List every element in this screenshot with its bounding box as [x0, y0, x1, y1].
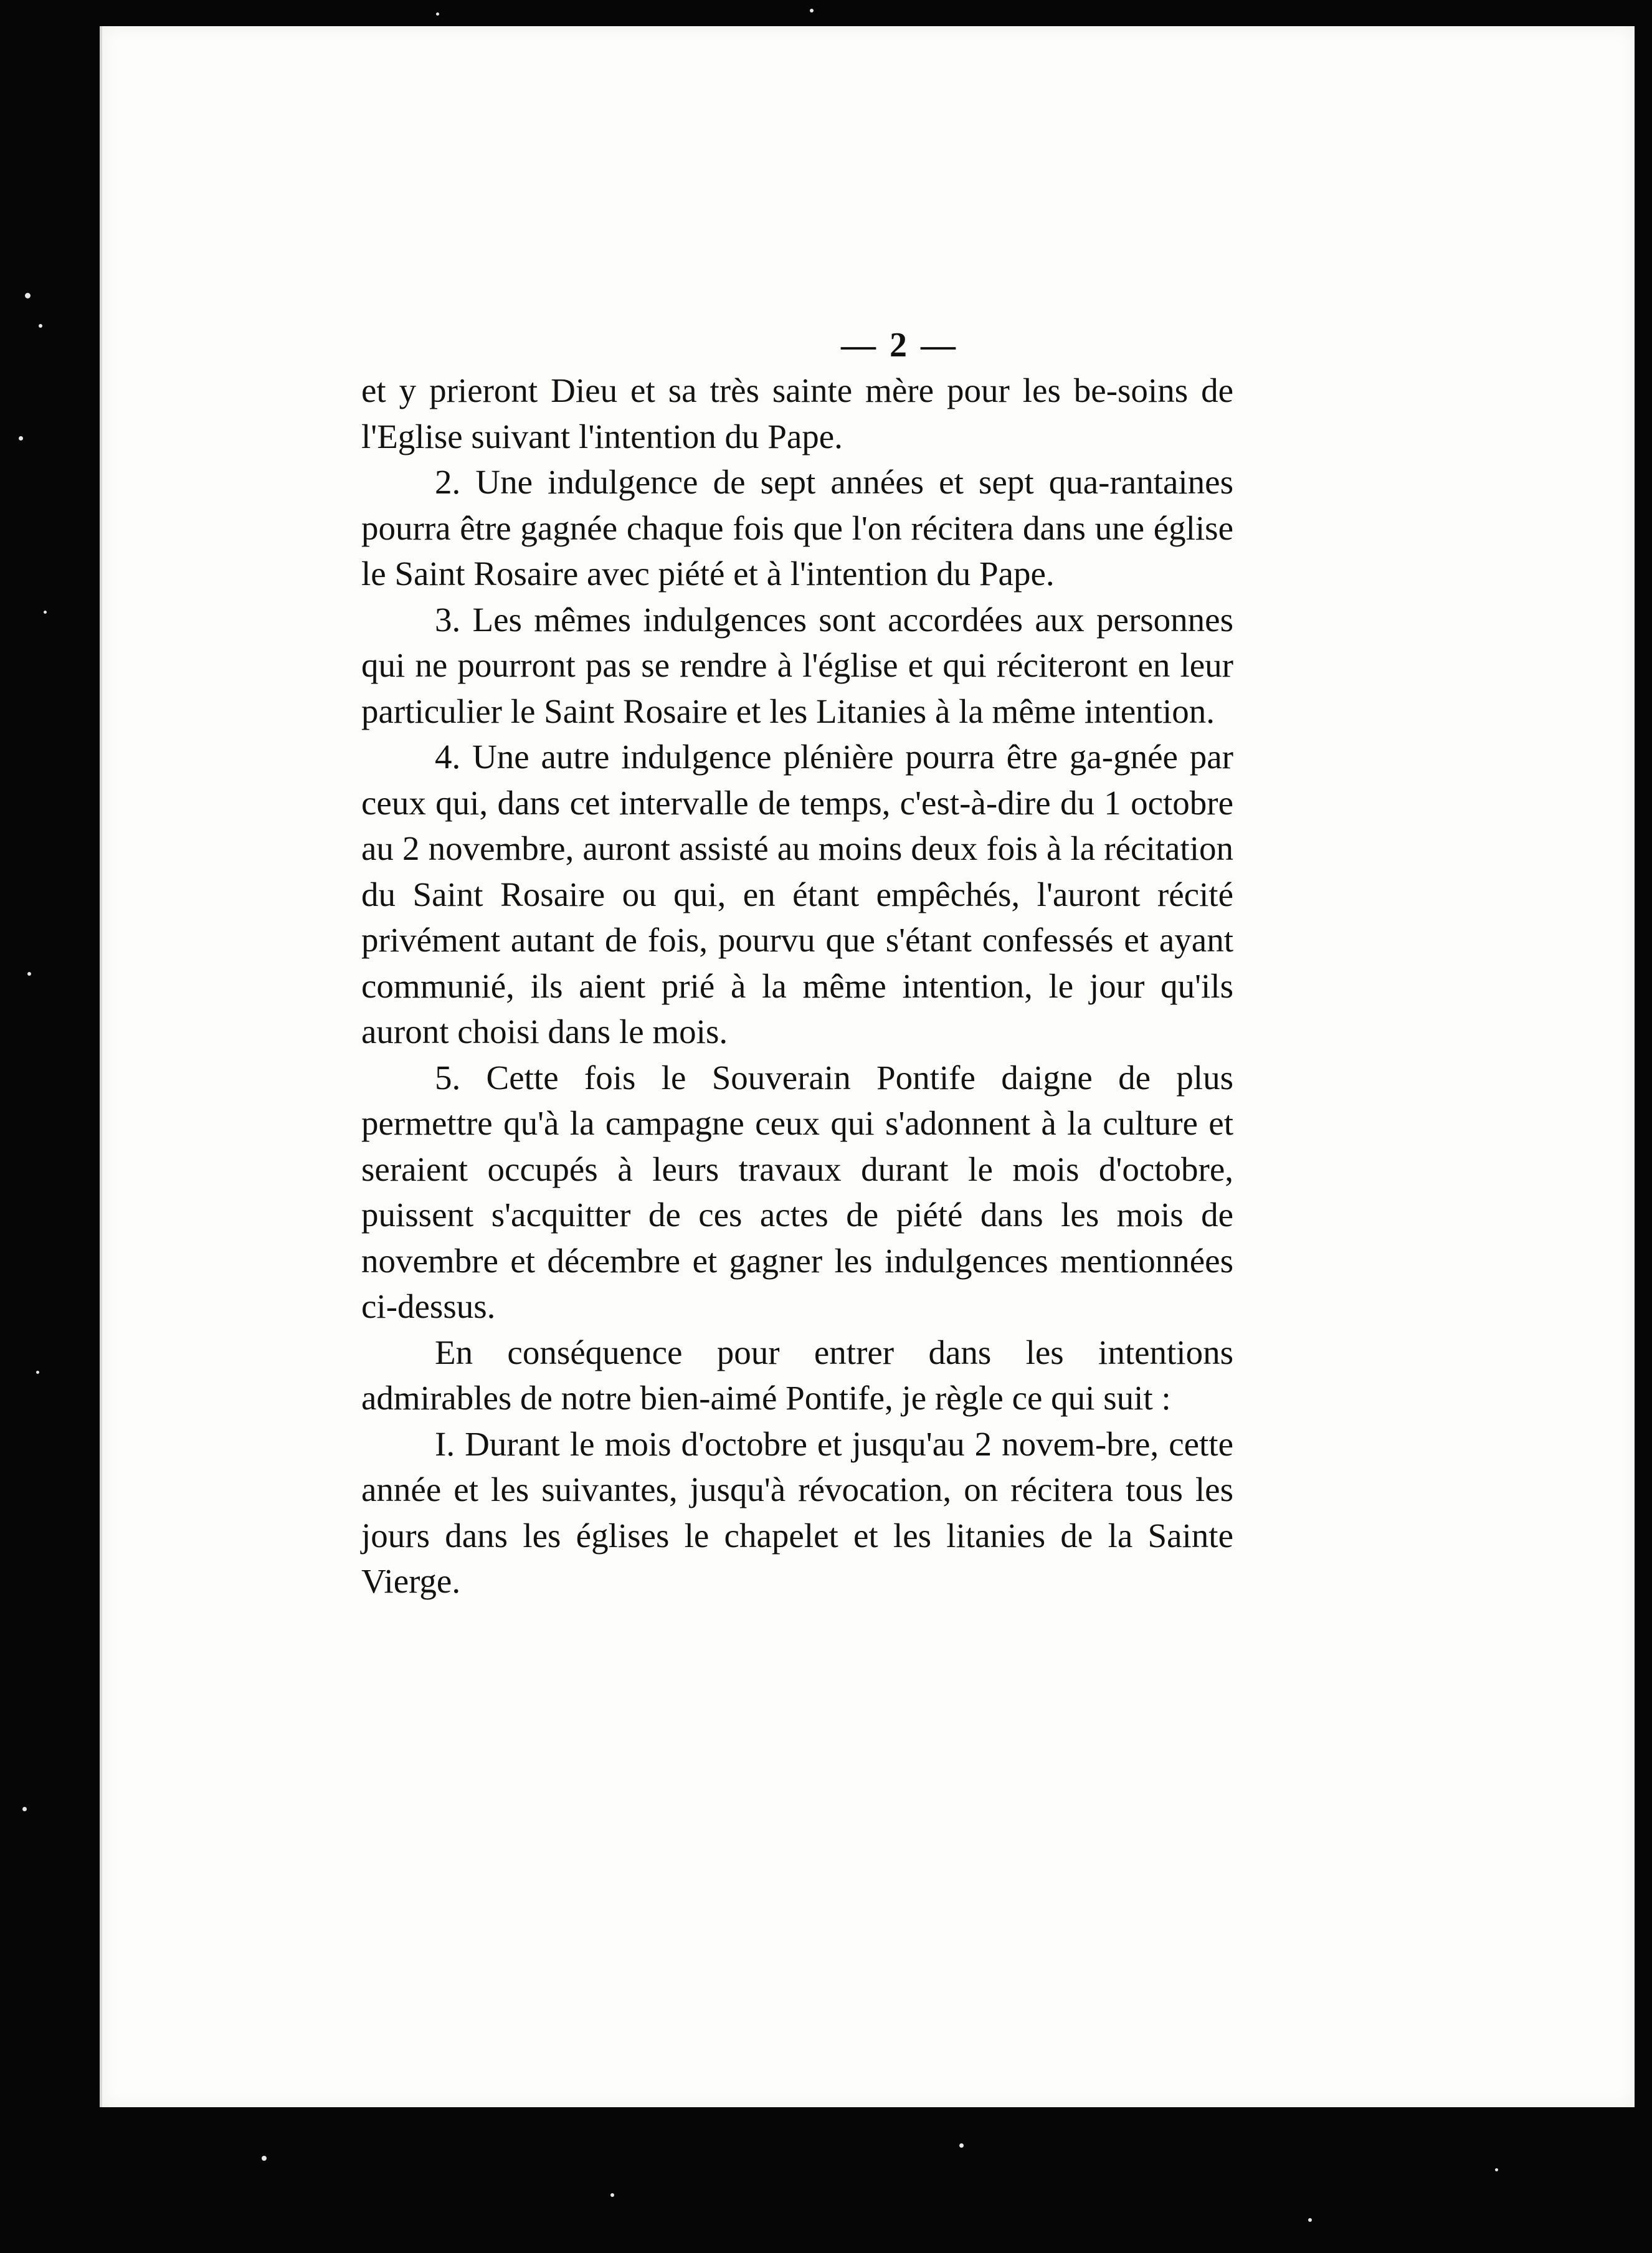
dust-speck: [27, 972, 31, 976]
dust-speck: [1308, 2218, 1312, 2222]
dust-speck: [1495, 2168, 1498, 2171]
paragraph-item-4: 4. Une autre indulgence plénière pourra être ga-gnée par ceux qui, dans cet intervalle de temps, c'est-à-dire du 1 octobre au 2 novembre, auront assisté au moins deux fois à la récitation du Saint Rosaire ou qui, en étant empêchés, l'auront récité privément autant de fois, pourvu que s'étant confessés et ayant communié, ils aient prié à la même intention, le jour qu'ils auront choisi dans le mois.: [361, 738, 1233, 1050]
dust-speck: [22, 1807, 27, 1811]
paragraph-item-5: 5. Cette fois le Souverain Pontife daigne de plus permettre qu'à la campagne ceux qui s'adonnent à la culture et seraient occupés à leurs travaux durant le mois d'octobre, puissent s'acquitter de ces actes de piété dans les mois de novembre et décembre et gagner les indulgences mentionnées ci-dessus.: [361, 1058, 1233, 1325]
dust-speck: [19, 436, 23, 441]
paragraph-consequence: En conséquence pour entrer dans les intentions admirables de notre bien-aimé Pontife, je règle ce qui suit :: [361, 1333, 1233, 1417]
dust-speck: [436, 12, 439, 16]
dust-speck: [262, 2156, 267, 2161]
paragraph-item-2: 2. Une indulgence de sept années et sept qua-rantaines pourra être gagnée chaque fois que l'on récitera dans une église le Saint Rosaire avec piété et à l'intention du Pape.: [361, 463, 1233, 593]
paragraph-rule-i: I. Durant le mois d'octobre et jusqu'au 2 novem-bre, cette année et les suivantes, jusqu'à révocation, on récitera tous les jours dans les églises le chapelet et les litanies de la Sainte Vierge.: [361, 1424, 1233, 1600]
paragraph-item-3: 3. Les mêmes indulgences sont accordées aux personnes qui ne pourront pas se rendre à l'église et qui réciteront en leur particulier le Saint Rosaire et les Litanies à la même intention.: [361, 600, 1233, 730]
dust-speck: [810, 9, 814, 12]
dust-speck: [610, 2193, 614, 2197]
dust-speck: [39, 324, 42, 328]
dust-speck: [25, 293, 31, 298]
dust-speck: [959, 2143, 964, 2148]
body-text: [361, 368, 1233, 1604]
dust-speck: [44, 611, 47, 614]
page-number: — 2 —: [841, 326, 958, 364]
paragraph-continuation: et y prieront Dieu et sa très sainte mère pour les be-soins de l'Eglise suivant l'intention du Pape.: [361, 371, 1233, 455]
dust-speck: [36, 1371, 39, 1374]
